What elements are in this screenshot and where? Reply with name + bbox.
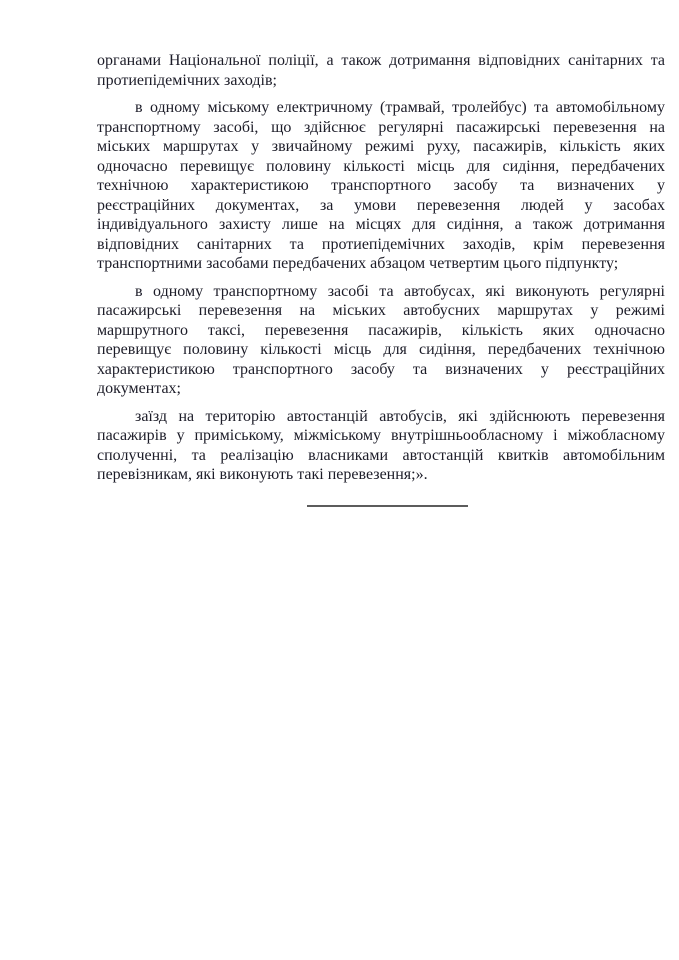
text-line: технічною характеристикою транспортного засобу та визначених у [97,177,665,194]
text-line: перевищує половину кількості місць для сидіння, передбачених технічною [97,341,665,358]
text-line: транспортному засобі, що здійснює регулярні пасажирські перевезення на [97,118,665,136]
text-line: індивідуального захисту лише на місцях для сидіння, а також дотримання [97,216,665,233]
text-line: органами Національної поліції, а також дотримання відповідних санітарних та [97,52,665,69]
section-separator-line [307,505,468,507]
paragraph [97,98,665,274]
text-line: характеристикою транспортного засобу та визначених у реєстраційних [97,360,665,378]
text-line: документах; [97,380,181,397]
text-line: маршрутного таксі, перевезення пасажирів, кількість яких одночасно [97,321,665,339]
text-line: відповідних санітарних та протиепідемічних заходів, крім перевезення [97,235,665,253]
text-line: одночасно перевищує половину кількості місць для сидіння, передбачених [97,157,665,175]
text-line: сполученні, та реалізацію власниками автостанцій квитків автомобільним [97,446,665,464]
text-line: реєстраційних документах, за умови перевезення людей у засобах [97,196,665,214]
document-text-block [97,51,665,493]
text-line: пасажирські перевезення на міських автобусних маршрутах у режимі [97,302,665,319]
text-line: перевізникам, які виконують такі перевезення;». [97,466,428,483]
paragraph [97,51,665,90]
text-line: міських маршрутах у звичайному режимі руху, пасажирів, кількість яких [97,138,665,155]
paragraph [97,282,665,399]
paragraph [97,407,665,485]
text-line: транспортними засобами передбачених абзацом четвертим цього підпункту; [97,255,619,272]
text-line: заїзд на територію автостанцій автобусів, які здійснюють перевезення [135,407,665,425]
text-line: протиепідемічних заходів; [97,71,277,89]
text-line: пасажирів у приміському, міжміському внутрішньообласному і міжобласному [97,427,665,444]
text-line: в одному транспортному засобі та автобусах, які виконують регулярні [135,282,665,300]
text-line: в одному міському електричному (трамвай, тролейбус) та автомобільному [135,99,665,116]
